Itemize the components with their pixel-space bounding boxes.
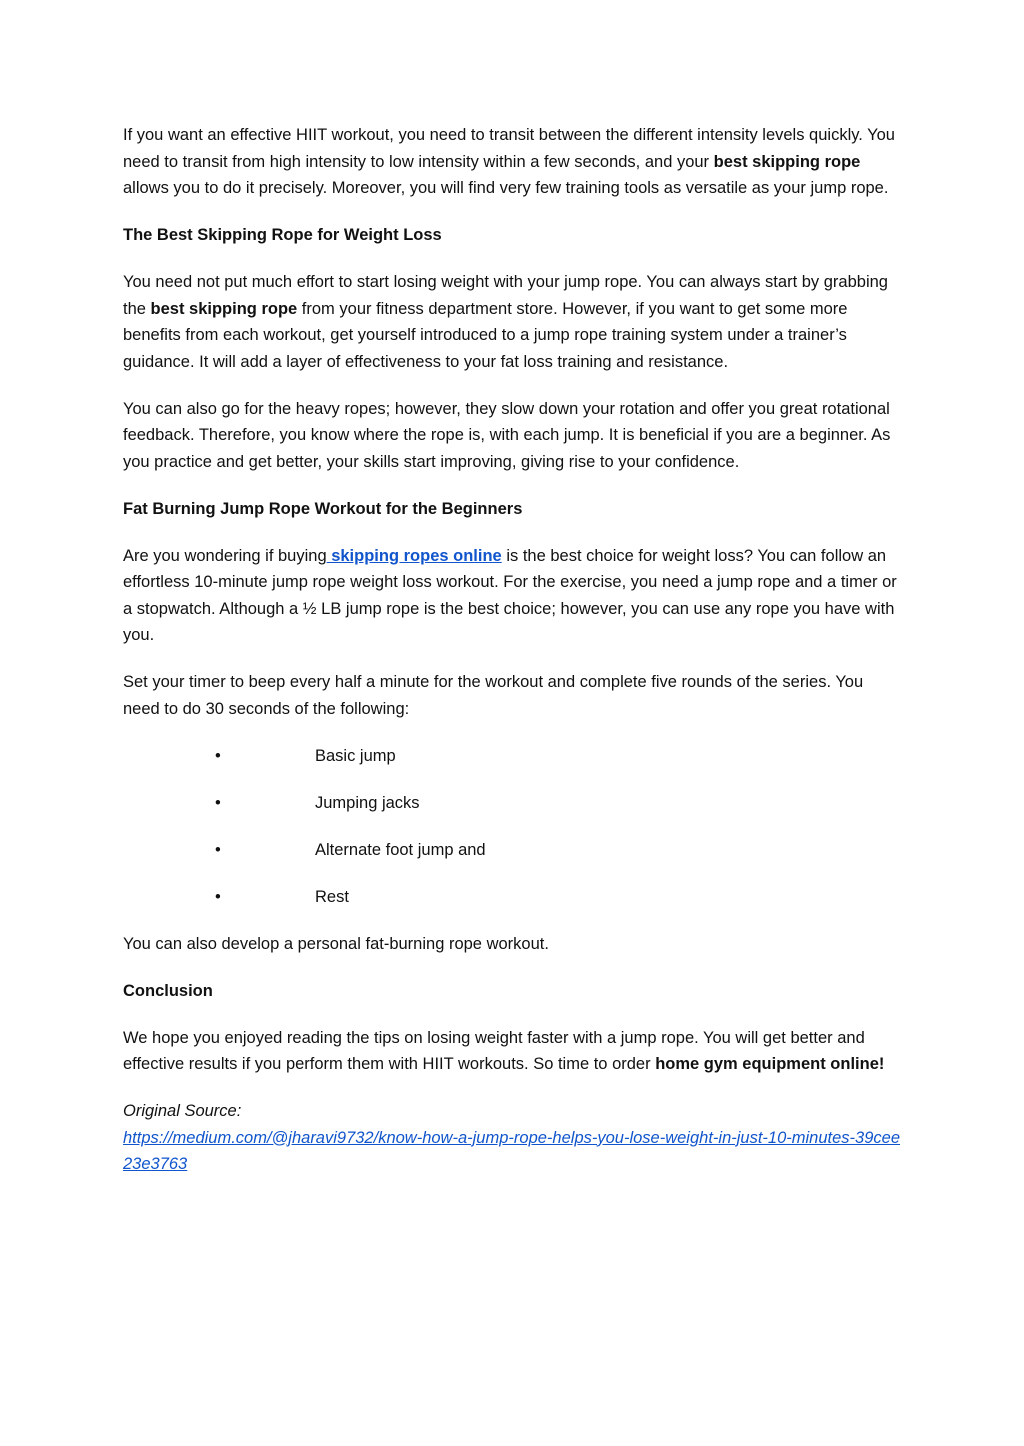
timer-paragraph: Set your timer to beep every half a minute for the workout and complete five rounds of the series. You need to do 30 seconds of the following: [123,673,864,718]
original-source [123,1098,900,1178]
bullet-glyph: • [215,887,221,906]
conclusion-text: We hope you enjoyed reading the tips on losing weight faster with a jump rope. You will get better and effective results if you perform them with HIIT workouts. So time to order [123,1028,865,1073]
bullet-glyph: • [215,793,221,812]
source-label: Original Source: [123,1102,242,1120]
personal-workout-paragraph: You can also develop a personal fat-burning rope workout. [123,934,549,953]
weight-loss-text-start: You need not put much effort to start losing weight with your jump rope. You can always start by grabbing the [123,273,888,318]
beginners-text-end: is the best choice for weight loss? You can follow an effortless 10-minute jump rope weight loss workout. For the exercise, you need a jump rope and a timer or a stopwatch. Although a ½ LB jump rope is the best choice; however, you can use any rope you have with you. [123,546,897,644]
bullet-glyph: • [215,840,221,859]
list-item-label: Rest [315,887,349,906]
list-item-label: Jumping jacks [315,793,420,812]
conclusion-paragraph [123,1025,900,1078]
list-item-label: Basic jump [315,746,396,765]
weight-loss-paragraph [123,269,900,375]
list-item-label: Alternate foot jump and [315,840,486,859]
intro-paragraph [123,122,900,202]
conclusion-bold-keyword: home gym equipment online! [655,1055,885,1073]
list-item [123,837,900,864]
intro-text-end: allows you to do it precisely. Moreover, you will find very few training tools as versatile as your jump rope. [123,179,889,197]
intro-bold-keyword: best skipping rope [713,152,861,171]
list-item [123,884,900,911]
document-body [123,122,900,1198]
beginners-paragraph [123,543,900,649]
skipping-ropes-online-link[interactable]: skipping ropes online [326,546,502,565]
intro-text-start: If you want an effective HIIT workout, you need to transit between the different intensity levels quickly. You need to transit from high intensity to low intensity within a few seconds, and your [123,126,895,171]
source-url-link[interactable]: https://medium.com/@jharavi9732/know-how-a-jump-rope-helps-you-lose-weight-in-just-10-minutes-39cee23e3763 [123,1128,900,1173]
section-heading-weight-loss: The Best Skipping Rope for Weight Loss [123,226,442,244]
section-heading-conclusion: Conclusion [123,981,213,1000]
bullet-glyph: • [215,746,221,765]
list-item [123,790,900,817]
section-heading-beginners: Fat Burning Jump Rope Workout for the Beginners [123,499,523,518]
list-item [123,743,900,770]
weight-loss-bold-keyword: best skipping rope [150,299,298,318]
beginners-text-start: Are you wondering if buying [123,546,327,565]
workout-bullet-list [123,743,900,911]
weight-loss-text-end: from your fitness department store. However, if you want to get some more benefits from each workout, get yourself introduced to a jump rope training system under a trainer’s guidance. It will add a layer of effectiveness to your fat loss training and resistance. [123,299,848,371]
heavy-ropes-paragraph: You can also go for the heavy ropes; however, they slow down your rotation and offer you great rotational feedback. Therefore, you know where the rope is, with each jump. It is beneficial if you are a beginner. As you practice and get better, your skills start improving, giving rise to your confidence. [123,399,891,471]
